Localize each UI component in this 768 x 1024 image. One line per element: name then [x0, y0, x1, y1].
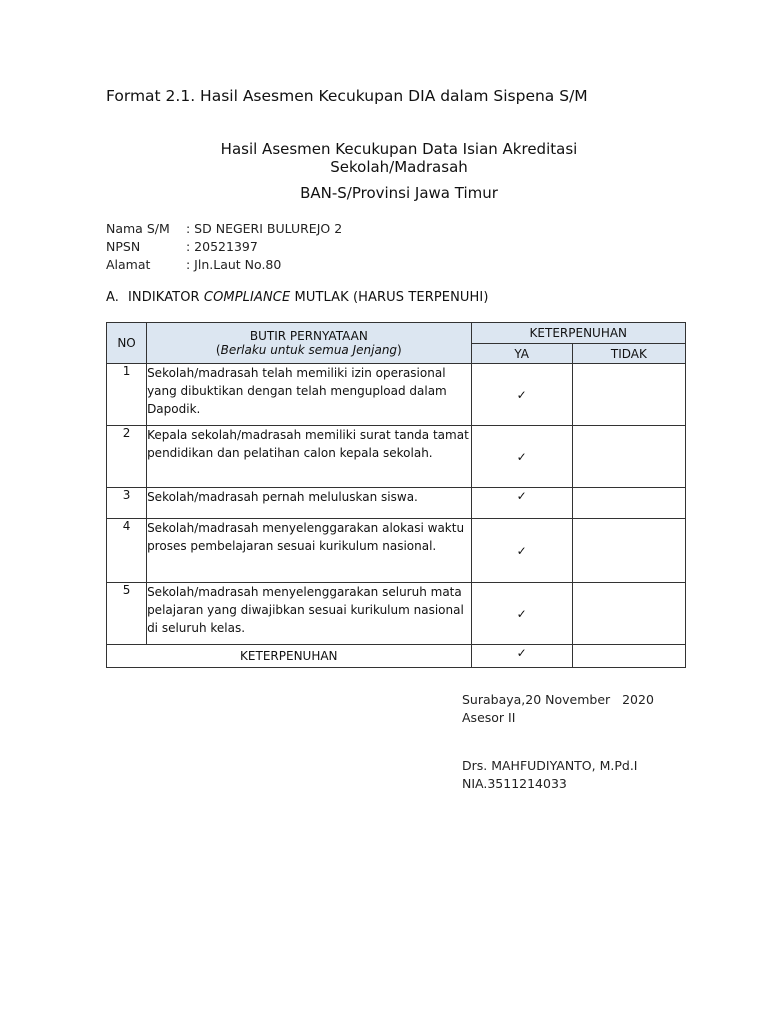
check-icon: ✓ — [471, 426, 572, 488]
table-row — [107, 426, 686, 488]
row-tidak — [572, 519, 685, 583]
table-row — [107, 519, 686, 583]
info-label: Nama S/M — [106, 221, 170, 236]
check-icon: ✓ — [471, 583, 572, 645]
row-tidak — [572, 488, 685, 519]
info-address — [106, 257, 281, 272]
check-icon: ✓ — [471, 364, 572, 426]
header-statement-title: BUTIR PERNYATAAN — [249, 329, 368, 343]
row-statement: Sekolah/madrasah telah memiliki izin operasional yang dibuktikan dengan telah mengupload dalam Dapodik. — [147, 364, 472, 426]
header-fulfillment: KETERPENUHAN — [471, 323, 685, 344]
info-npsn — [106, 239, 258, 254]
header-statement-sub: (Berlaku untuk semua Jenjang) — [215, 343, 402, 357]
info-label: Alamat — [106, 257, 151, 272]
table-total-row — [107, 645, 686, 668]
signature-nia: NIA.3511214033 — [462, 776, 567, 791]
signature-name: Drs. MAHFUDIYANTO, M.Pd.I — [462, 758, 638, 773]
header-statement — [147, 323, 472, 364]
compliance-table — [106, 322, 686, 668]
section-suffix: MUTLAK (HARUS TERPENUHI) — [290, 290, 489, 305]
total-tidak — [572, 645, 685, 668]
row-no: 2 — [107, 426, 147, 488]
section-heading — [106, 290, 489, 305]
signature-place-date: Surabaya,20 November 2020 — [462, 692, 654, 707]
header-tidak: TIDAK — [572, 344, 685, 364]
doc-title-line3: BAN-S/Provinsi Jawa Timur — [300, 184, 498, 202]
row-tidak — [572, 364, 685, 426]
info-value: : SD NEGERI BULUREJO 2 — [186, 221, 343, 236]
check-icon: ✓ — [471, 645, 572, 668]
row-no: 3 — [107, 488, 147, 519]
signature-role: Asesor II — [462, 710, 516, 725]
row-statement: Kepala sekolah/madrasah memiliki surat tanda tamat pendidikan dan pelatihan calon kepala sekolah. — [147, 426, 472, 488]
row-no: 4 — [107, 519, 147, 583]
table-row — [107, 583, 686, 645]
section-italic: COMPLIANCE — [203, 290, 291, 305]
table-row — [107, 488, 686, 519]
section-letter: A. — [106, 290, 119, 305]
doc-title-line2: Sekolah/Madrasah — [330, 158, 468, 176]
header-ya: YA — [471, 344, 572, 364]
doc-title-line1: Hasil Asesmen Kecukupan Data Isian Akreditasi — [220, 140, 578, 158]
row-statement: Sekolah/madrasah menyelenggarakan seluruh mata pelajaran yang diwajibkan sesuai kurikulum nasional di seluruh kelas. — [147, 583, 472, 645]
info-label: NPSN — [106, 239, 141, 254]
info-value: : Jln.Laut No.80 — [186, 257, 282, 272]
table-row — [107, 364, 686, 426]
row-statement: Sekolah/madrasah menyelenggarakan alokasi waktu proses pembelajaran sesuai kurikulum nasional. — [147, 519, 472, 583]
row-tidak — [572, 583, 685, 645]
header-no: NO — [107, 323, 147, 364]
total-label: KETERPENUHAN — [107, 645, 472, 668]
format-title: Format 2.1. Hasil Asesmen Kecukupan DIA dalam Sispena S/M — [106, 87, 588, 105]
table-header-row — [107, 323, 686, 344]
check-icon: ✓ — [471, 488, 572, 519]
check-icon: ✓ — [471, 519, 572, 583]
section-prefix: INDIKATOR — [128, 290, 204, 305]
row-tidak — [572, 426, 685, 488]
info-value: : 20521397 — [186, 239, 258, 254]
row-no: 1 — [107, 364, 147, 426]
info-school-name — [106, 221, 342, 236]
row-statement: Sekolah/madrasah pernah meluluskan siswa. — [147, 488, 472, 519]
row-no: 5 — [107, 583, 147, 645]
